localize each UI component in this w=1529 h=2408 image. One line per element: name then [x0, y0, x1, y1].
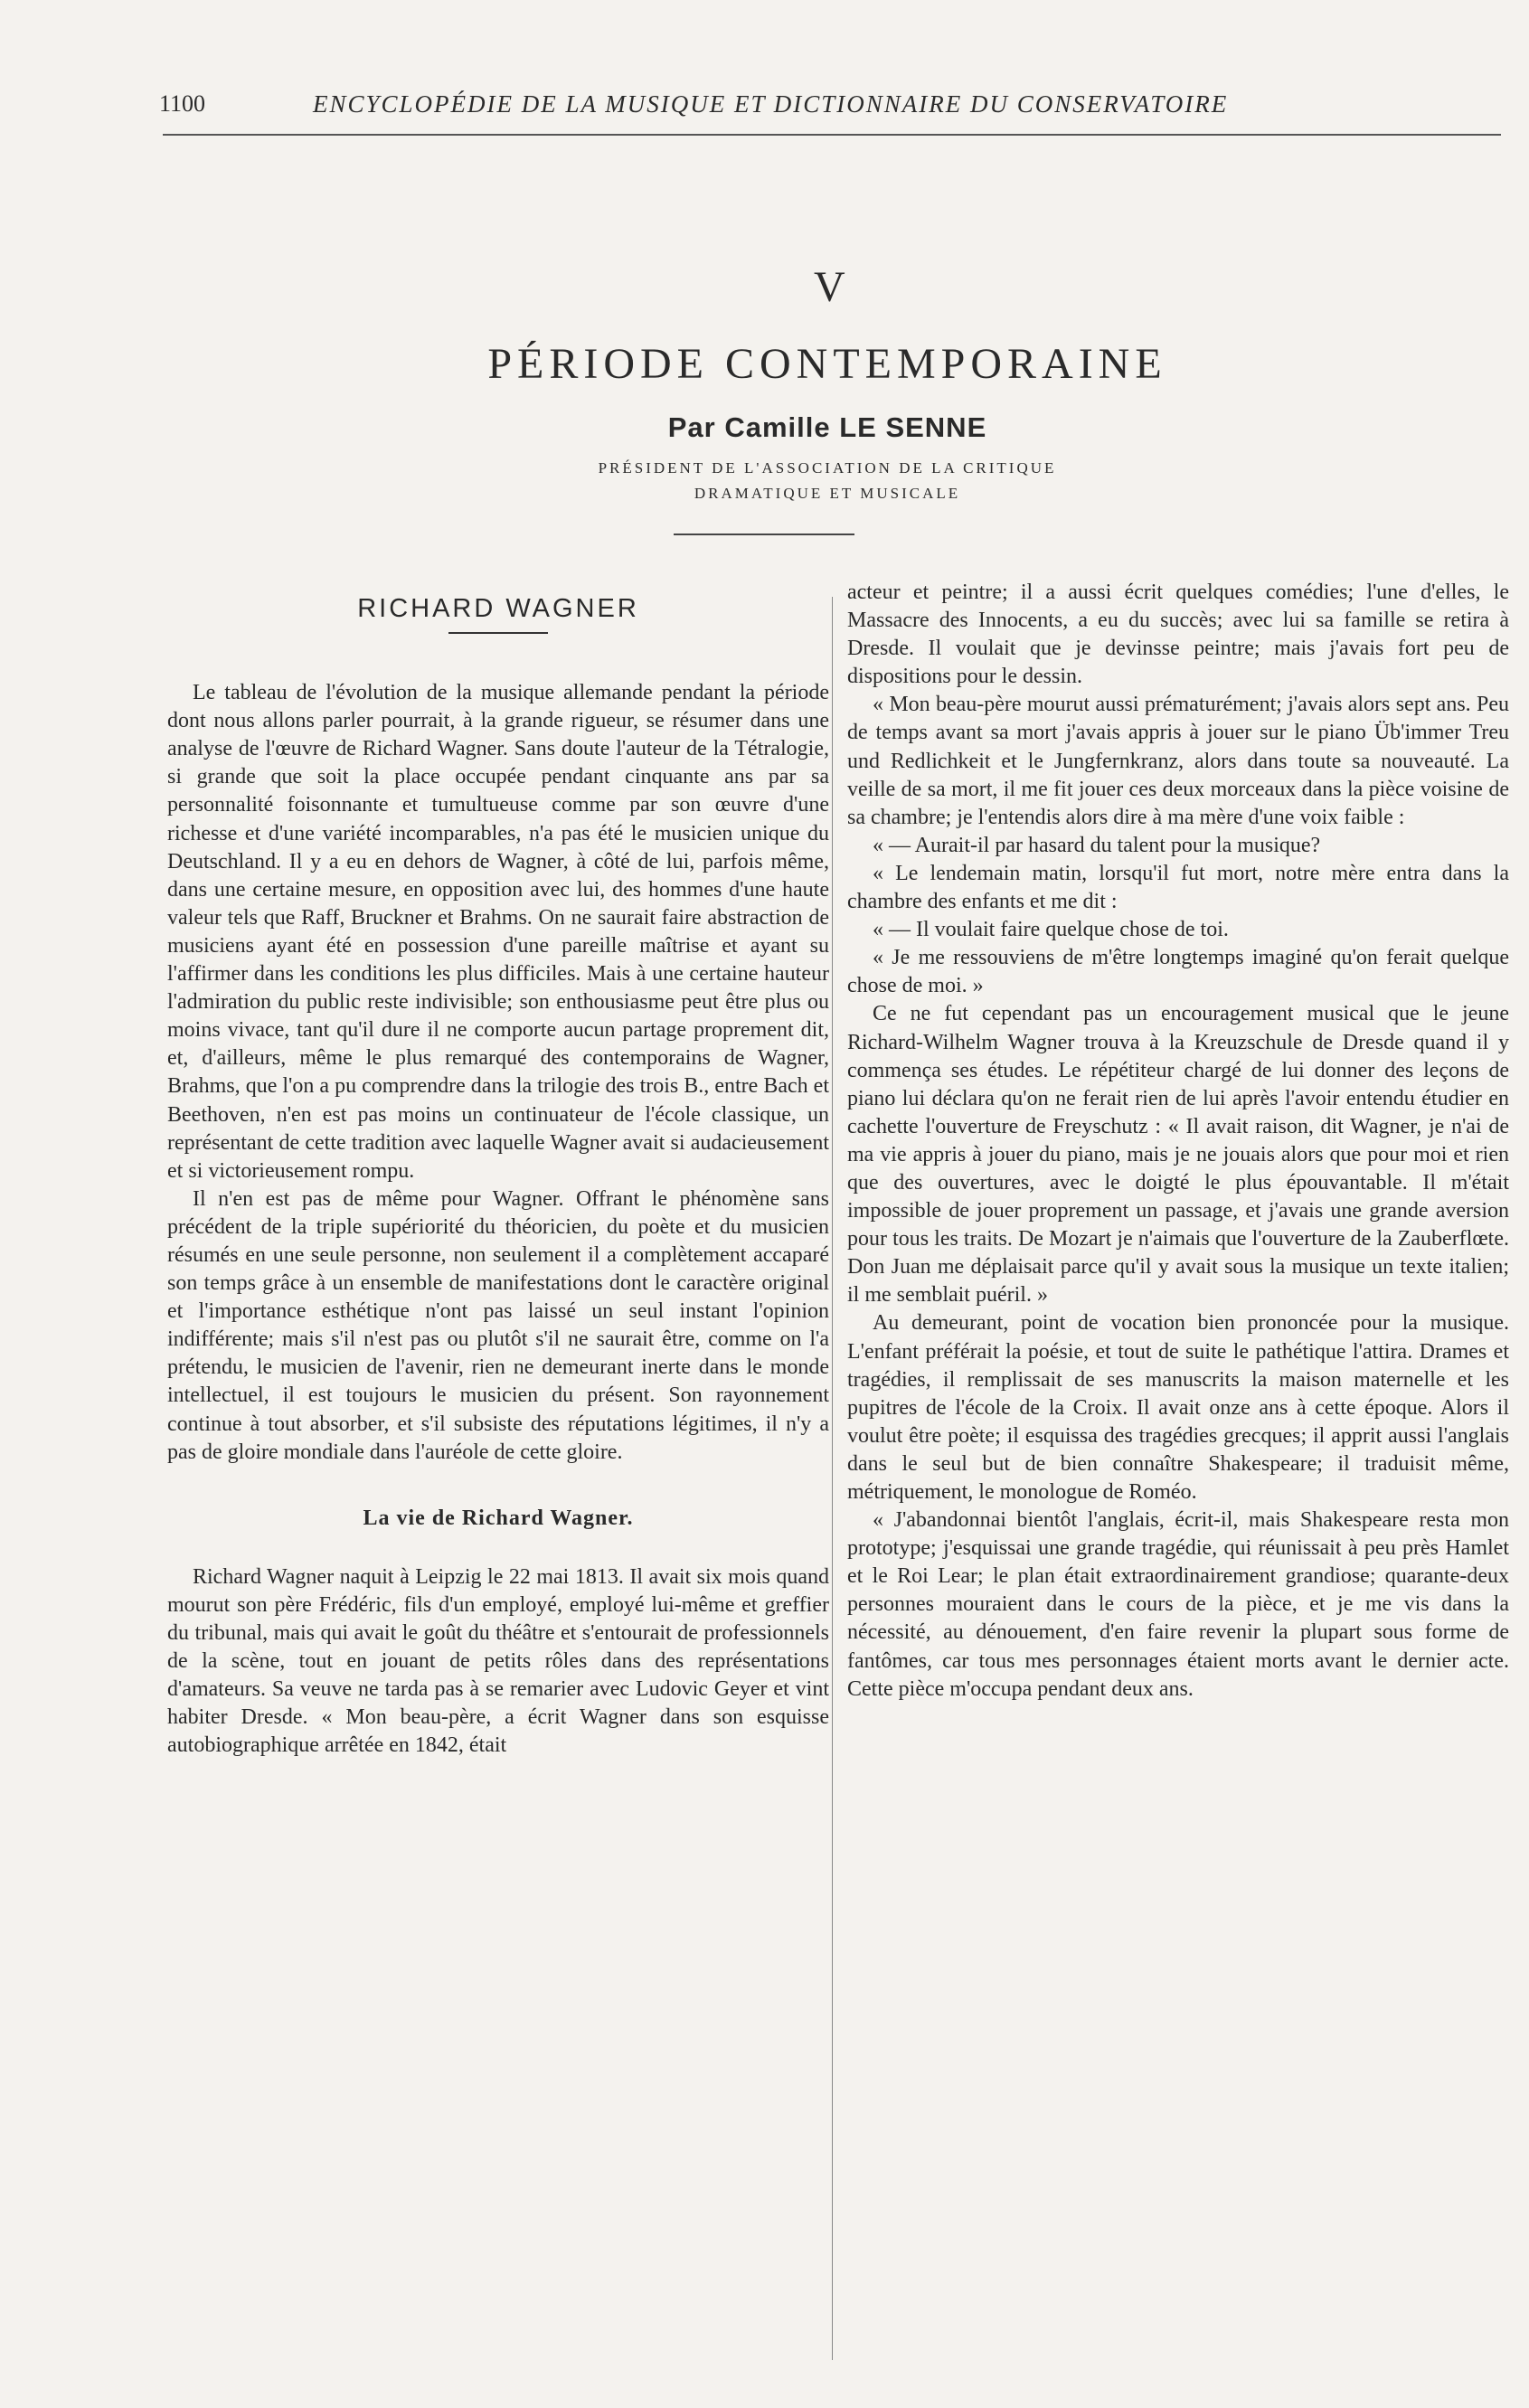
subheading: La vie de Richard Wagner.	[363, 1506, 634, 1530]
running-title: ENCYCLOPÉDIE DE LA MUSIQUE ET DICTIONNAIRE DU CONSERVATOIRE	[313, 90, 1229, 118]
paragraph: « J'abandonnai bientôt l'anglais, écrit-il, mais Shakespeare resta mon prototype; j'esquissai une grande tragédie, qui réunissait à peu près Hamlet et le Roi Lear; le plan était extraordinairement grandiose; quarante-deux personnes mouraient dans le cours de la pièce, et je me vis dans la nécessité, au dénouement, d'en faire revenir la plupart sous forme de fantômes, car tous mes personnages étaient morts avant le dernier acte. Cette pièce m'occupa pendant deux ans.	[847, 1508, 1509, 1701]
byline: Par Camille LE SENNE	[667, 411, 987, 443]
header-rule	[163, 134, 1501, 136]
affiliation-line-1: PRÉSIDENT DE L'ASSOCIATION DE LA CRITIQUE	[598, 459, 1057, 477]
left-column	[167, 579, 829, 1760]
paragraph: Le tableau de l'évolution de la musique allemande pendant la période dont nous allons parler pourrait, à la grande rigueur, se résumer dans une analyse de l'œuvre de Richard Wagner. Sans doute l'auteur de la Tétralogie, si grande que soit la place occupée pendant cinquante ans par sa personnalité foisonnante et tumultueuse comme par son œuvre d'une richesse et d'une variété incomparables, n'a pas été le musicien unique du Deutschland. Il y a eu en dehors de Wagner, à côté de lui, parfois même, dans une certaine mesure, en opposition avec lui, des hommes d'une haute valeur tels que Raff, Bruckner et Brahms. On ne saurait faire abstraction de musiciens ayant été en possession d'une pareille maîtrise et ayant su l'affirmer dans les conditions les plus difficiles. Mais à une certaine hauteur l'admiration du public reste indivisible; son enthousiasme peut être plus ou moins vivace, tant qu'il dure il ne comporte aucun partage proprement dit, et, d'ailleurs, même le plus remarqué des contemporains de Wagner, Brahms, que l'on a pu comprendre dans la trilogie des trois B., entre Bach et Beethoven, n'en est pas moins un continuateur de l'école classique, un représentant de cette tradition avec laquelle Wagner avait si audacieusement et si victorieusement rompu.	[167, 681, 829, 1183]
section-title: PÉRIODE CONTEMPORAINE	[487, 340, 1167, 388]
affiliation-line-2: DRAMATIQUE ET MUSICALE	[694, 485, 961, 502]
paragraph: Il n'en est pas de même pour Wagner. Offrant le phénomène sans précédent de la triple supériorité du théoricien, du poète et du musicien résumés en une seule personne, non seulement il a complètement accaparé son temps grâce à un ensemble de manifestations dont le caractère original et l'importance esthétique n'ont pas laissé un seul instant l'opinion indifférente; mais s'il n'est pas ou plutôt s'il ne saurait être, comme on l'a prétendu, le musicien de l'avenir, rien ne demeurant inerte dans le monde intellectuel, il est toujours le musicien du présent. Son rayonnement continue à tout absorber, et s'il subsiste des réputations légitimes, il n'y a pas de gloire mondiale dans l'auréole de cette gloire.	[167, 1186, 829, 1464]
right-column	[847, 579, 1509, 1704]
paragraph: « Mon beau-père mourut aussi prématurément; j'avais alors sept ans. Peu de temps avant sa mort j'avais appris à jouer sur le piano Üb'immer Treu und Redlichkeit et le Jungfernkranz, alors dans toute sa nouveauté. La veille de sa mort, il me fit jouer ces deux morceaux dans la pièce voisine de sa chambre; je l'entendis alors dire à ma mère d'une voix faible :	[847, 693, 1509, 829]
heading-rule	[448, 632, 548, 634]
paragraph: « — Il voulait faire quelque chose de toi.	[873, 918, 1229, 942]
paragraph: « — Aurait-il par hasard du talent pour la musique?	[873, 833, 1321, 857]
page-number: 1100	[159, 90, 206, 117]
column-divider	[832, 597, 833, 2360]
paragraph: acteur et peintre; il a aussi écrit quelques comédies; l'une d'elles, le Massacre des Innocents, a eu du succès; avec lui sa famille se retira à Dresde. Il voulait que je devinsse peintre; mais j'avais fort peu de dispositions pour le dessin.	[847, 581, 1509, 689]
paragraph: Ce ne fut cependant pas un encouragement musical que le jeune Richard-Wilhelm Wagner trouva à la Kreuzschule de Dresde quand il y commença ses études. Le répétiteur chargé de lui donner des leçons de piano lui déclara qu'on ne ferait rien de lui après l'avoir entendu étudier en cachette l'ouverture de Freyschutz : « Il avait raison, dit Wagner, je n'ai de ma vie appris à jouer du piano, mais je ne jouais alors que pour moi et rien que des ouvertures, avec le doigté le plus épouvantable. Il m'était impossible de jouer proprement un passage, et j'avais une grande aversion pour tous les traits. De Mozart je n'aimais que l'ouverture de la Zauberflœte. Don Juan me déplaisait parce qu'il y avait sous la musique un texte italien; il me semblait puéril. »	[847, 1002, 1509, 1308]
paragraph: « Le lendemain matin, lorsqu'il fut mort, notre mère entra dans la chambre des enfants et me dit :	[847, 861, 1509, 914]
paragraph: Au demeurant, point de vocation bien prononcée pour la musique. L'enfant préférait la poésie, et tout de suite le pathétique l'attira. Drames et tragédies, il remplissait de ses manuscrits la maison maternelle et les pupitres de l'école de la Croix. Il avait onze ans à cette époque. Alors il voulut être poète; il esquissa des tragédies grecques; il apprit aussi l'anglais dans le seul but de bien connaître Shakespeare; il traduisit même, métriquement, le monologue de Roméo.	[847, 1311, 1509, 1504]
paragraph: Richard Wagner naquit à Leipzig le 22 mai 1813. Il avait six mois quand mourut son père Frédéric, fils d'un employé, employé lui-même et greffier du tribunal, mais qui avait le goût du théâtre et s'entourait de professionnels de la scène, tout en jouant de petits rôles dans des représentations d'amateurs. Sa veuve ne tarda pas à se remarier avec Ludovic Geyer et vint habiter Dresde. « Mon beau-père, a écrit Wagner dans son esquisse autobiographique arrêtée en 1842, était	[167, 1564, 829, 1758]
running-header	[159, 90, 1335, 127]
paragraph: « Je me ressouviens de m'être longtemps imaginé qu'on ferait quelque chose de moi. »	[847, 946, 1509, 998]
article-heading: RICHARD WAGNER	[357, 594, 639, 623]
title-rule	[674, 534, 854, 535]
section-numeral: V	[814, 263, 845, 311]
